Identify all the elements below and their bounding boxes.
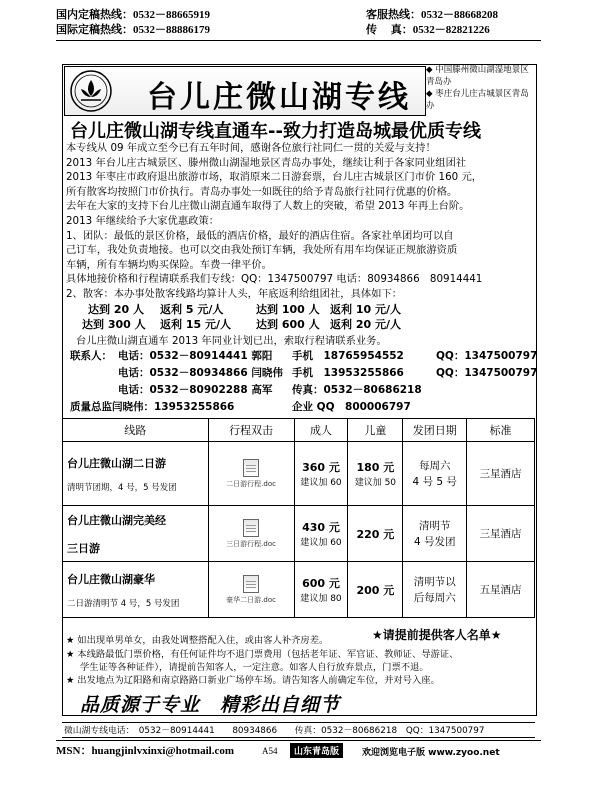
banner	[64, 66, 426, 116]
child-note: 建议加 50	[354, 478, 397, 488]
policy-line: 己订车，我处负责地接。也可以交由我处预订车辆，我处所有用车均保证正规旅游资质	[66, 244, 458, 257]
rebate-back: 返利 10 元/人	[330, 303, 401, 316]
domestic-hotline: 国内定稿热线：0532－88665919	[56, 9, 210, 21]
bottom-rule	[56, 740, 541, 741]
contact-tel: 电话：0532－80914441 郭阳	[118, 350, 273, 362]
intro-text	[66, 141, 534, 302]
itinerary-doc-link[interactable]: 三日游行程.doc	[211, 519, 291, 549]
date-line: 清明节以	[413, 575, 456, 588]
msn-contact: MSN：huangjinlvxinxi@hotmail.com	[56, 745, 235, 757]
adult-price: 600 元	[302, 577, 340, 590]
footer-slogan: 品质源于专业 精彩出自细节	[80, 694, 341, 716]
contact-tel: 电话：0532－80902288 高军	[118, 384, 273, 396]
child-price: 180 元	[356, 461, 395, 474]
intro-line: 所有散客均按照门市价执行。青岛办事处一如既往的给予青岛旅行社同行优惠的价格。	[66, 185, 458, 198]
table-header	[63, 419, 535, 442]
service-hotline: 客服热线：0532－88668208	[366, 9, 498, 21]
adult-price: 430 元	[302, 521, 340, 534]
note-single-guest: ★ 如出现单男单女，由我处调整搭配入住，或由客人补齐房差。	[66, 635, 329, 646]
adult-note: 建议加 60	[300, 538, 342, 548]
fax-hotline: 传 真：0532－82821226	[366, 24, 490, 36]
page-number: A54	[262, 746, 278, 756]
adult-price: 360 元	[302, 461, 340, 474]
hotel-standard: 三星酒店	[467, 442, 535, 506]
col-header: 成人	[294, 419, 348, 442]
contact-qq: QQ：1347500797	[436, 367, 538, 379]
note-departure: ★ 出发地点为辽阳路和南京路路口新业广场停车场。请告知客人前确定车位，并对号入座。	[66, 675, 440, 686]
word-doc-icon	[243, 575, 259, 593]
corporate-qq: 企业 QQ 800006797	[292, 401, 411, 413]
col-header: 发团日期	[403, 419, 467, 442]
rebate-reach: 达到 100 人	[256, 303, 320, 316]
child-price: 200 元	[356, 583, 395, 597]
date-line: 清明节	[418, 519, 451, 532]
route-sub: 二日游清明节 4 号，5 号发团	[67, 598, 180, 609]
footer-contact: 微山湖专线电话： 0532－80914441 80934866 传真：0532－80686218 QQ：1347500797	[64, 726, 485, 736]
policy-line: 车辆，所有车辆均购买保险。车费一律平价。	[66, 258, 272, 271]
rebate-reach: 达到 20 人	[88, 303, 144, 316]
contact-tel: 电话：0532－80934866 闫晓伟	[118, 367, 283, 379]
route-sub: 三日游	[67, 541, 100, 555]
table-row	[63, 562, 535, 618]
policy-line: 2、散客：本办事处散客线路均算计人头，年底返利给组团社，具体如下：	[66, 287, 403, 300]
route-table	[62, 418, 535, 618]
table-row	[63, 506, 535, 562]
contact-fax: 传真：0532－80686218	[292, 384, 422, 396]
route-name: 台儿庄微山湖豪华	[67, 572, 155, 586]
office-list	[426, 64, 534, 112]
itinerary-doc-link[interactable]: 二日游行程.doc	[211, 459, 291, 489]
adult-note: 建议加 80	[300, 594, 342, 604]
edition-badge: 山东青岛版	[290, 743, 343, 758]
header-rule	[56, 40, 541, 41]
policy-contact: 具体地接价格和行程请联系我们专线：QQ：1347500797 电话：80934866 80914441	[66, 273, 483, 286]
rebate-back: 返利 20 元/人	[330, 318, 401, 331]
lotus-logo-icon	[69, 69, 113, 113]
banner-title: 台儿庄微山湖专线	[147, 80, 411, 115]
intl-hotline: 国际定稿热线：0532－88886179	[56, 24, 210, 36]
note-ticket-cont: 学生证等各种证件），请提前告知客人，一定注意。如客人自行放弃景点，门票不退。	[80, 662, 429, 673]
rebate-back: 返利 5 元/人	[160, 303, 224, 316]
hotel-standard: 五星酒店	[467, 562, 535, 618]
office-item: ◆ 枣庄台儿庄古城景区青岛办	[426, 89, 529, 111]
main-slogan: 台儿庄微山湖专线直通车--致力打造岛城最优质专线	[70, 121, 481, 142]
office-item: ◆ 中国滕州微山湖湿地景区青岛办	[426, 65, 529, 87]
contact-mobile: 手机 18765954552	[292, 350, 404, 362]
quality-supervisor: 质量总监闫晓伟：13953255866	[70, 401, 235, 413]
site-link[interactable]: 欢迎浏览电子版 www.zyoo.net	[362, 748, 500, 758]
note-ticket: ★ 本线路最低门票价格，有任何证件均不退门票费用（包括老年证、军官证、教师证、导游证、	[66, 649, 459, 660]
rebate-back: 返利 15 元/人	[160, 318, 231, 331]
intro-line: 2013 年台儿庄古城景区、滕州微山湖湿地景区青岛办事处，继续让利于各家同业组团社	[66, 156, 467, 169]
date-line: 每周六	[418, 459, 451, 472]
col-header: 线路	[63, 419, 209, 442]
col-header: 儿童	[348, 419, 403, 442]
date-line: 4 号发团	[413, 535, 456, 548]
word-doc-icon	[243, 519, 259, 537]
date-line: 后每周六	[413, 591, 456, 604]
rebate-reach: 达到 300 人	[82, 318, 146, 331]
route-name: 台儿庄微山湖二日游	[67, 456, 166, 470]
child-price: 220 元	[356, 527, 395, 541]
plan-note: 台儿庄微山湖直通车 2013 年同业计划已出，索取行程请联系业务。	[76, 335, 387, 347]
adult-note: 建议加 60	[300, 478, 342, 488]
table-row	[63, 442, 535, 506]
contact-label: 联系人：	[70, 350, 112, 362]
col-header: 标准	[467, 419, 535, 442]
name-list-highlight: ★请提前提供客人名单★	[372, 628, 502, 642]
date-line: 4 号 5 号	[412, 475, 457, 488]
intro-line: 2013 年枣庄市政府退出旅游市场，取消原来二日游套票，台儿庄古城景区门市价 160 元，	[66, 171, 483, 184]
word-doc-icon	[243, 459, 259, 477]
contact-qq: QQ：1347500797	[436, 350, 538, 362]
rebate-reach: 达到 600 人	[256, 318, 320, 331]
contact-mobile: 手机 13953255866	[292, 367, 404, 379]
intro-line: 去年在大家的支持下台儿庄微山湖直通车取得了人数上的突破，希望 2013 年再上台阶。	[66, 200, 470, 213]
intro-line: 本专线从 09 年成立至今已有五年时间，感谢各位旅行社同仁一贯的关爱与支持！	[66, 142, 436, 154]
route-sub: 清明节团期，4 号，5 号发团	[67, 482, 177, 493]
hotel-standard: 三星酒店	[467, 506, 535, 562]
itinerary-doc-link[interactable]: 豪华二日游.doc	[211, 575, 291, 605]
intro-line: 2013 年继续给予大家优惠政策：	[66, 214, 220, 227]
col-header: 行程双击	[208, 419, 294, 442]
policy-line: 1、团队：最低的景区价格，最低的酒店价格，最好的酒店住宿。各家社单团均可以自	[66, 229, 454, 242]
route-name: 台儿庄微山湖完美经	[67, 513, 166, 527]
